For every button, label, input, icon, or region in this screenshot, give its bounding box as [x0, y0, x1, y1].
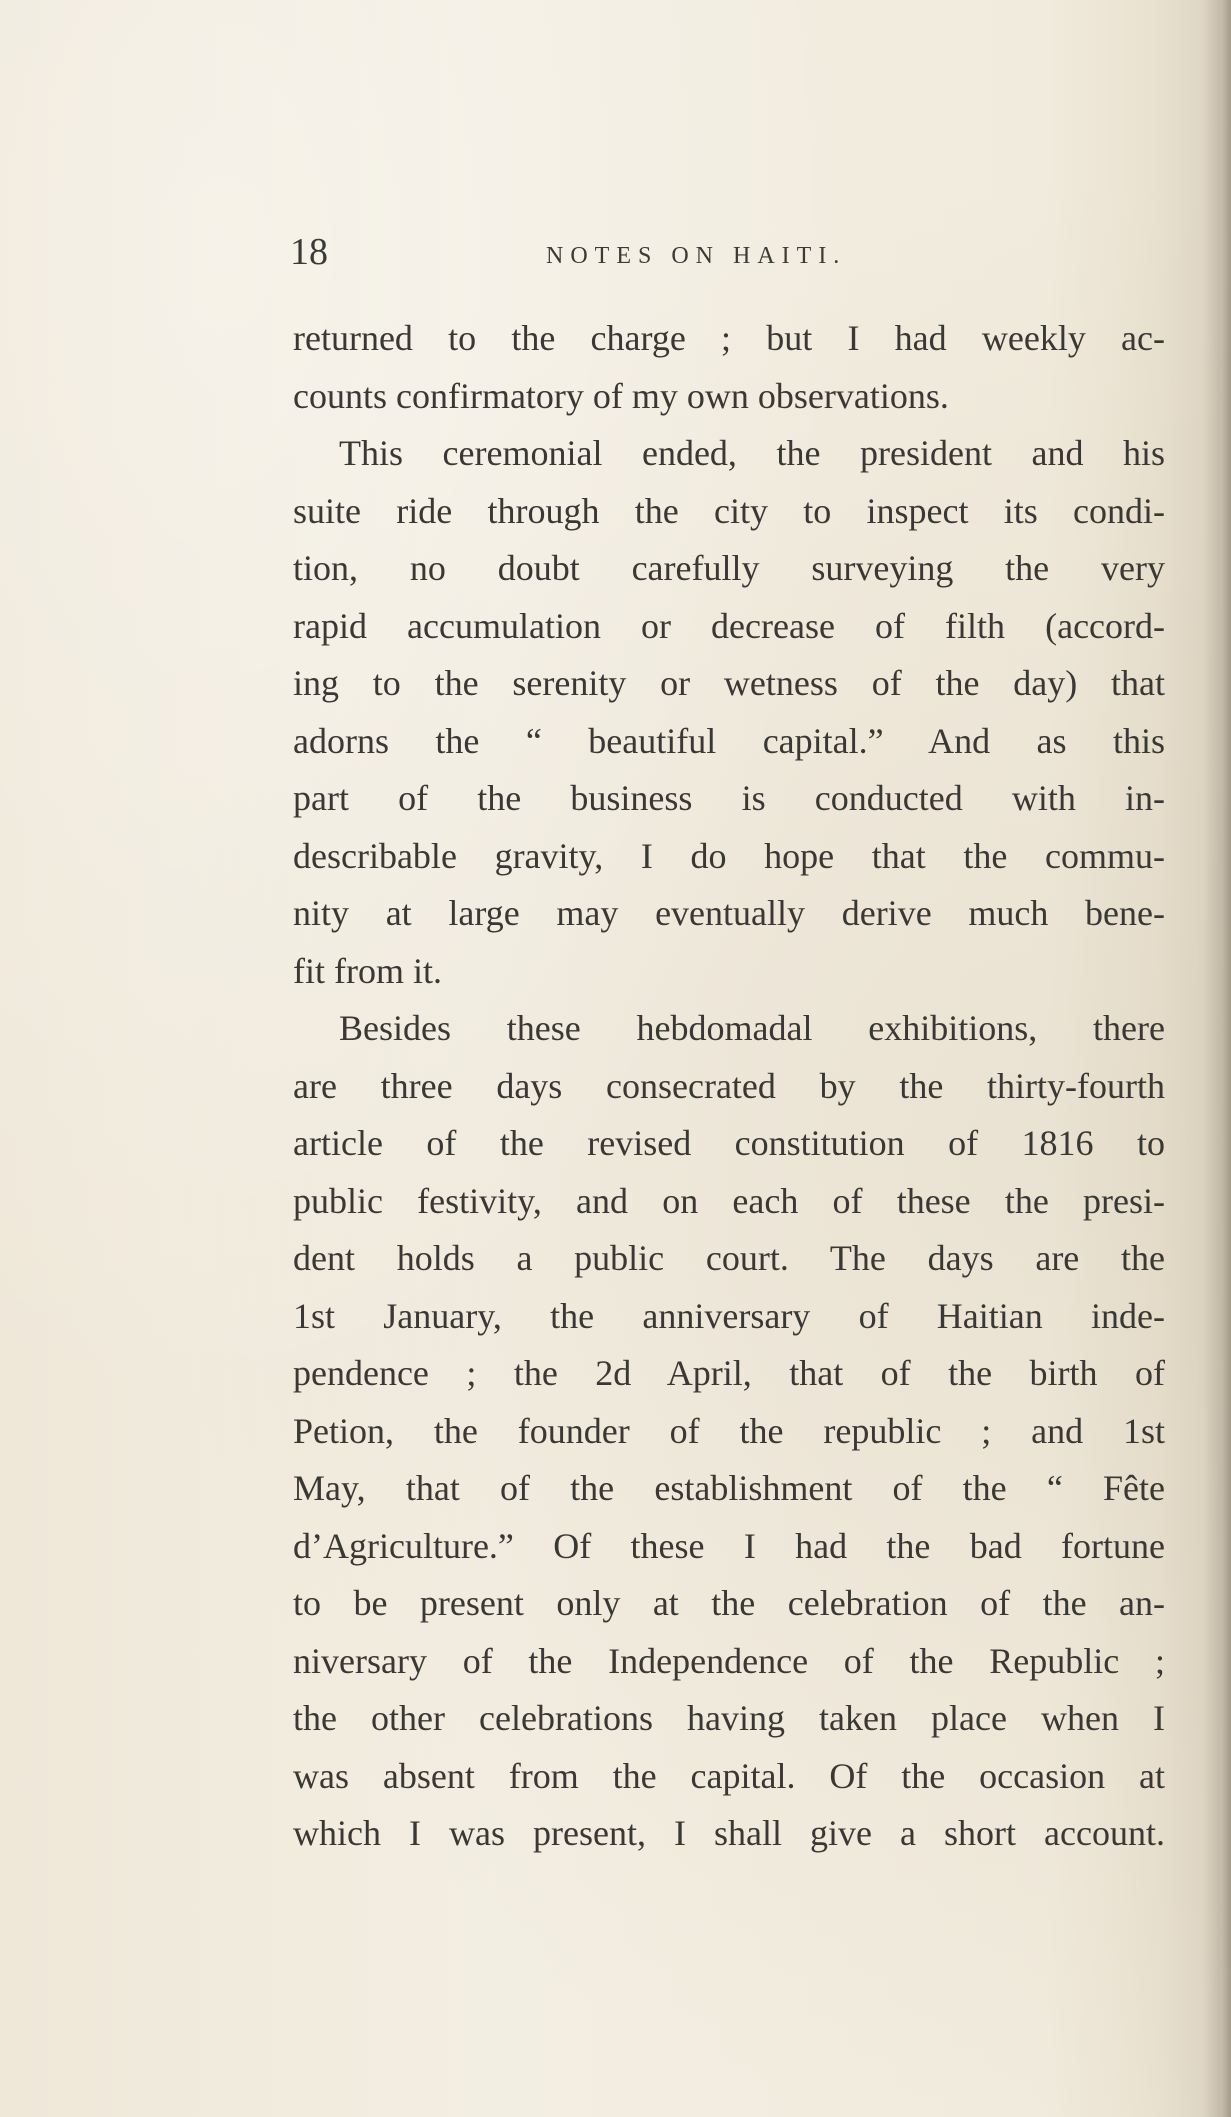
text-line: part of the business is conducted with in- — [293, 778, 1165, 818]
text-line: pendence ; the 2d April, that of the birth of — [293, 1353, 1165, 1393]
text-line: niversary of the Independence of the Republic ; — [293, 1640, 1165, 1681]
text-line: public festivity, and on each of these the presi- — [293, 1180, 1165, 1221]
text-line: the other celebrations having taken place when I — [293, 1698, 1165, 1738]
text-line: counts confirmatory of my own observations. — [293, 375, 949, 416]
text-line: Petion, the founder of the republic ; and 1st — [293, 1410, 1165, 1451]
text-line: was absent from the capital. Of the occasion at — [293, 1755, 1165, 1796]
page-edge-shadow — [1203, 0, 1231, 2117]
text-line: returned to the charge ; but I had weekly ac- — [293, 318, 1165, 358]
text-line: May, that of the establishment of the “ Fête — [293, 1468, 1165, 1508]
page-header — [290, 232, 1170, 292]
text-line: article of the revised constitution of 1816 to — [293, 1123, 1165, 1163]
text-line: fit from it. — [293, 950, 442, 991]
text-line: to be present only at the celebration of the an- — [293, 1583, 1165, 1623]
text-line: rapid accumulation or decrease of filth (accord- — [293, 605, 1165, 646]
text-line: dent holds a public court. The days are the — [293, 1238, 1165, 1278]
running-title: NOTES ON HAITI. — [546, 243, 847, 269]
text-line: are three days consecrated by the thirty-fourth — [293, 1065, 1165, 1106]
text-line: suite ride through the city to inspect its condi- — [293, 490, 1165, 531]
text-line: which I was present, I shall give a short account. — [293, 1813, 1165, 1853]
text-line: describable gravity, I do hope that the commu- — [293, 835, 1165, 876]
body-text — [293, 310, 1165, 1863]
paragraph-start-line: Besides these hebdomadal exhibitions, there — [339, 1008, 1165, 1048]
text-line: adorns the “ beautiful capital.” And as this — [293, 720, 1165, 761]
paragraph-start-line: This ceremonial ended, the president and his — [339, 433, 1165, 473]
text-line: tion, no doubt carefully surveying the very — [293, 548, 1165, 588]
text-line: nity at large may eventually derive much bene- — [293, 893, 1165, 933]
text-line: ing to the serenity or wetness of the day) that — [293, 663, 1165, 703]
text-line: 1st January, the anniversary of Haitian inde- — [293, 1295, 1165, 1336]
page-number: 18 — [290, 231, 328, 273]
text-line: d’Agriculture.” Of these I had the bad fortune — [293, 1525, 1165, 1566]
